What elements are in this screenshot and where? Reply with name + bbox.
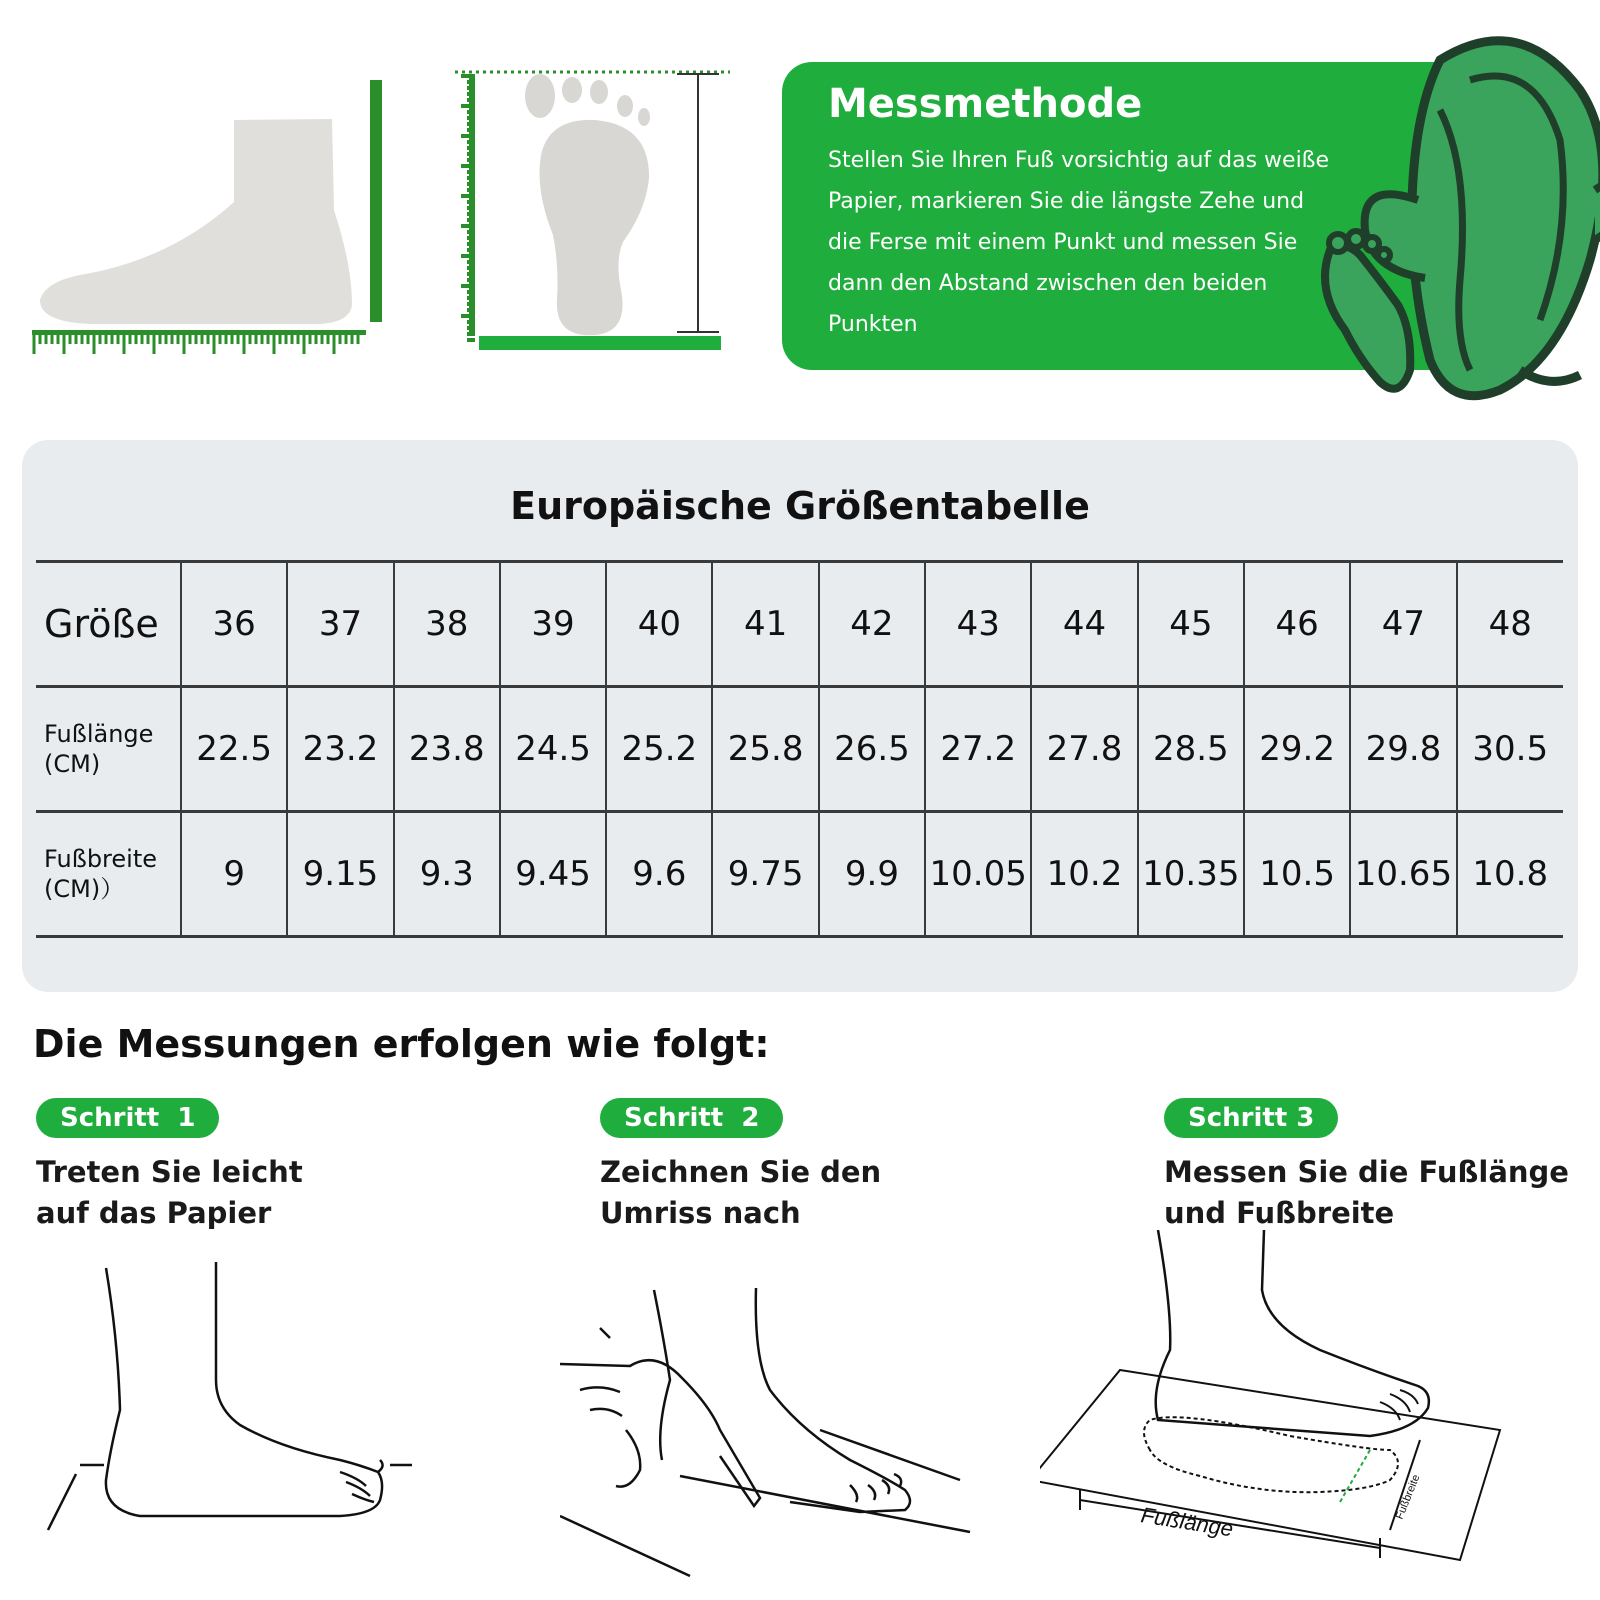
footprint-ruler-illustration — [455, 60, 745, 360]
table-cell: 10.2 — [1031, 812, 1137, 937]
step-1 — [36, 1098, 476, 1234]
row-label-foot-length: Fußlänge (CM) — [36, 687, 181, 812]
method-title: Messmethode — [828, 81, 1143, 127]
step-2-trace-illustration — [560, 1280, 980, 1580]
table-cell: 26.5 — [819, 687, 925, 812]
table-cell: 39 — [500, 562, 606, 687]
step-3-measure-illustration — [1040, 1230, 1560, 1590]
step-1-badge: Schritt 1 — [36, 1098, 219, 1138]
table-cell: 29.2 — [1244, 687, 1350, 812]
vertical-ruler-base — [469, 74, 475, 334]
table-cell: 9.3 — [394, 812, 500, 937]
table-cell: 30.5 — [1457, 687, 1563, 812]
table-cell: 9.15 — [287, 812, 393, 937]
size-table-title: Europäische Größentabelle — [510, 484, 1090, 528]
table-cell: 9 — [181, 812, 287, 937]
table-cell: 27.2 — [925, 687, 1031, 812]
table-cell: 9.75 — [712, 812, 818, 937]
step-1-text: Treten Sie leicht auf das Papier — [36, 1155, 303, 1230]
table-cell: 10.5 — [1244, 812, 1350, 937]
step-3 — [1164, 1098, 1600, 1234]
table-cell: 9.45 — [500, 812, 606, 937]
step-1-foot-illustration — [40, 1260, 440, 1560]
step-3-badge: Schritt 3 — [1164, 1098, 1338, 1138]
foot-width-label: Fußbreite — [1393, 1472, 1423, 1522]
table-cell: 41 — [712, 562, 818, 687]
step-2-text: Zeichnen Sie den Umriss nach — [600, 1155, 882, 1230]
table-cell: 22.5 — [181, 687, 287, 812]
table-cell: 24.5 — [500, 687, 606, 812]
row-label-size: Größe — [36, 562, 181, 687]
table-cell: 44 — [1031, 562, 1137, 687]
table-cell: 10.05 — [925, 812, 1031, 937]
footprint-base-bar — [479, 336, 721, 350]
table-cell: 29.8 — [1350, 687, 1456, 812]
table-row-foot-width — [36, 812, 1563, 937]
table-cell: 10.65 — [1350, 812, 1456, 937]
table-cell: 40 — [606, 562, 712, 687]
table-cell: 25.2 — [606, 687, 712, 812]
table-row-size — [36, 562, 1563, 687]
vertical-ruler-bar — [370, 80, 382, 322]
table-cell: 23.2 — [287, 687, 393, 812]
table-cell: 38 — [394, 562, 500, 687]
table-cell: 48 — [1457, 562, 1563, 687]
steps-heading: Die Messungen erfolgen wie folgt: — [33, 1022, 770, 1066]
foot-length-label: Fußlänge — [1139, 1502, 1235, 1542]
big-toe — [525, 74, 555, 118]
row-label-foot-width: Fußbreite (CM)） — [36, 812, 181, 937]
table-cell: 9.9 — [819, 812, 925, 937]
step-3-text: Messen Sie die Fußlänge und Fußbreite — [1164, 1155, 1569, 1230]
table-cell: 25.8 — [712, 687, 818, 812]
table-cell: 23.8 — [394, 687, 500, 812]
table-cell: 9.6 — [606, 812, 712, 937]
method-description: Stellen Sie Ihren Fuß vorsichtig auf das weiße Papier, markieren Sie die längste Zehe und die Ferse mit einem Punkt und messen Sie dann den Abstand zwischen den beiden Punkten — [828, 148, 1330, 337]
table-cell: 47 — [1350, 562, 1456, 687]
table-cell: 45 — [1138, 562, 1244, 687]
horizontal-ruler-ticks — [34, 332, 358, 354]
side-foot-ruler-illustration — [20, 60, 400, 370]
table-cell: 42 — [819, 562, 925, 687]
step-2 — [600, 1098, 1040, 1234]
table-cell: 28.5 — [1138, 687, 1244, 812]
table-cell: 37 — [287, 562, 393, 687]
footprint-sole — [540, 120, 650, 335]
table-cell: 43 — [925, 562, 1031, 687]
step-2-badge: Schritt 2 — [600, 1098, 783, 1138]
size-table — [36, 560, 1563, 938]
table-row-foot-length — [36, 687, 1563, 812]
table-cell: 46 — [1244, 562, 1350, 687]
table-cell: 10.8 — [1457, 812, 1563, 937]
table-cell: 10.35 — [1138, 812, 1244, 937]
side-foot-shape — [40, 119, 352, 324]
table-cell: 27.8 — [1031, 687, 1137, 812]
size-table-panel — [22, 440, 1578, 992]
cactus-mascot-icon — [1320, 30, 1600, 410]
table-cell: 36 — [181, 562, 287, 687]
